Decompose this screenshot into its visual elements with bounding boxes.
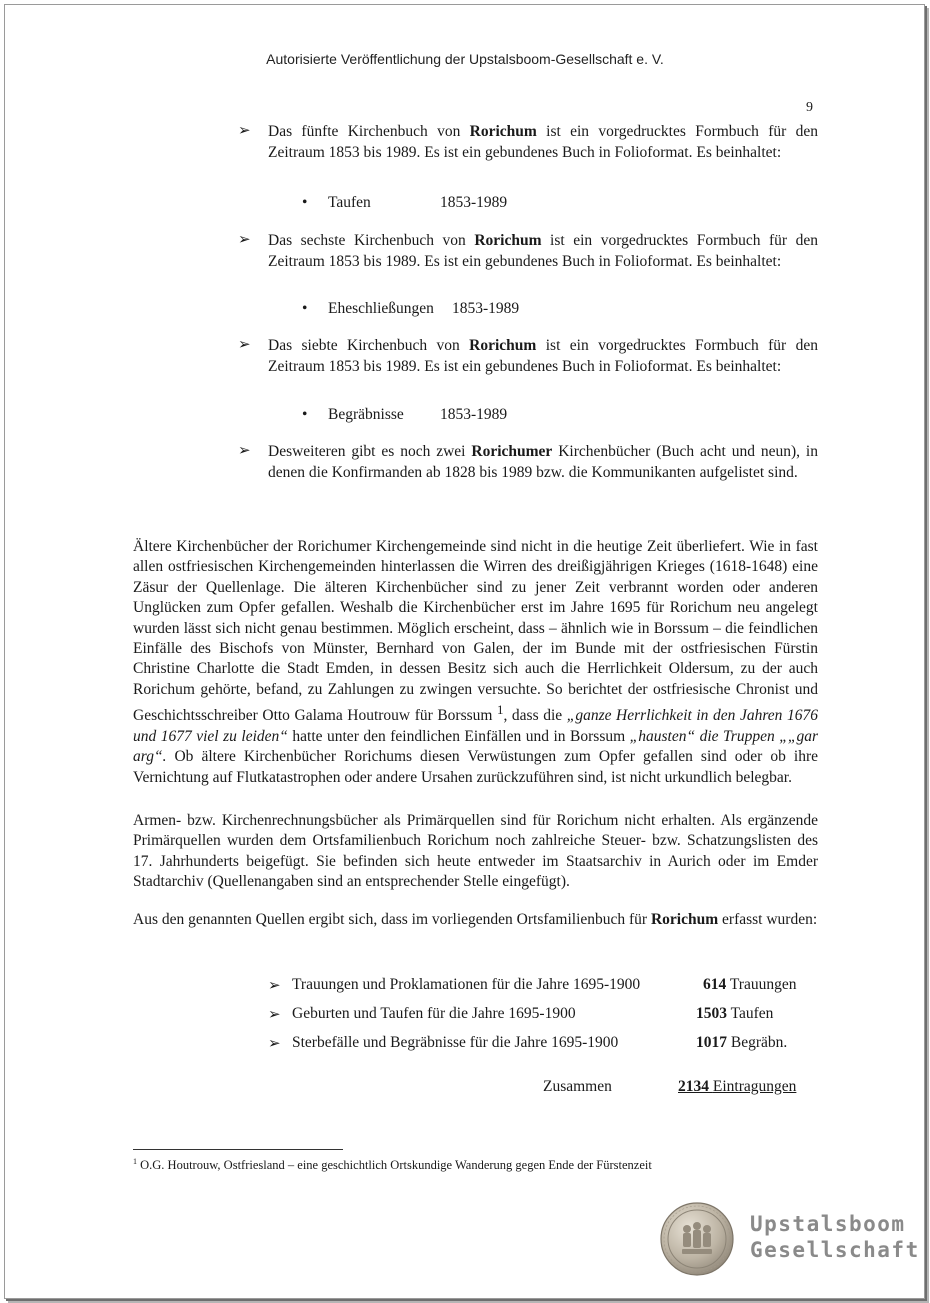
arrow-bullet-icon: ➢ [238, 335, 251, 353]
bullet-line [302, 300, 519, 318]
footnote-ref: 1 [497, 702, 504, 718]
summary-desc: Sterbefälle und Begräbnisse für die Jahre 1695-1900 [292, 1034, 619, 1051]
body-paragraph: Armen- bzw. Kirchenrechnungsbücher als Primärquellen sind für Rorichum nicht erhalten. Als ergänzende Primärquellen wurden dem Ortsfamilienbuch Rorichum noch zahlreiche Steuer- bzw. Schatzungslisten des 17. Jahrhunderts beigefügt. Sie befinden sich heute entweder im Staatsarchiv in Aurich oder im Emder Stadtarchiv (Quellenangaben sind an entsprechender Stelle eingefügt). [133, 812, 818, 891]
arrow-bullet-icon: ➢ [238, 121, 251, 139]
bullet-label: Begräbnisse [328, 406, 404, 423]
body-paragraph: Ältere Kirchenbücher der Rorichumer Kirchengemeinde sind nicht in die heutige Zeit überliefert. Wie in fast allen ostfriesischen Kirchengemeinden hinterlassen die Wirren des dreißigjährigen Krieges (1618-1648) eine Zäsur der Quellenlage. Die älteren Kirchenbücher sind zu jener Zeit verbrannt worden oder anderen Unglücken zum Opfer gefallen. Weshalb die Kirchenbücher erst im Jahre 1695 für Rorichum neu angelegt wurden lässt sich nicht genau bestimmen. Möglich erscheint, dass – ähnlich wie in Borssum – die feindlichen Einfälle des Bischofs von Münster, Bernhard von Galen, der im Bunde mit der ostfriesischen Fürstin Christine Charlotte die Stadt Emden, in dessen Besitz sich auch die Herrlichkeit Oldersum, zu der auch Rorichum gehörte, befand, zu Zahlungen zu zwingen versuchte. So berichtet der ostfriesische Chronist und Geschichtsschreiber Otto Galama Houtrouw für Borssum $^1$, dass die „ganze Herrlichkeit in den Jahren 1676 und 1677 viel zu leiden“ hatte unter den feindlichen Einfällen und in Borssum „hausten“ die Truppen „„gar arg“. Ob ältere Kirchenbücher Rorichums diesen Verwüstungen zum Opfer gefallen sind oder ob ihre Vernichtung auf Flutkatastrophen oder andere Ursahen zurückzuführen sind, ist nicht urkundlich belegbar. [133, 538, 818, 786]
list-item [238, 335, 818, 377]
summary-count: 1017 Begräbn. [696, 1034, 788, 1051]
bullet-dot-icon: • [302, 194, 308, 211]
footnote: $^1$ O.G. Houtrouw, Ostfriesland – eine geschichtlich Ortskundige Wanderung gegen Ende der Fürstenzeit [133, 1157, 652, 1173]
summary-row [268, 976, 828, 998]
arrow-bullet-icon: ➢ [238, 230, 251, 248]
arrow-bullet-icon: ➢ [268, 1034, 281, 1052]
bullet-value: 1853-1989 [440, 194, 508, 211]
bullet-dot-icon: • [302, 300, 308, 317]
bullet-label: Taufen [328, 194, 371, 211]
arrow-bullet-icon: ➢ [238, 441, 251, 459]
summary-row [268, 1034, 828, 1056]
body-paragraph: Aus den genannten Quellen ergibt sich, dass im vorliegenden Ortsfamilienbuch für Rorichum erfasst wurden: [133, 911, 818, 928]
bullet-value: 1853-1989 [440, 406, 508, 423]
bullet-value: 1853-1989 [452, 300, 520, 317]
arrow-bullet-icon: ➢ [268, 1005, 281, 1023]
summary-row [268, 1005, 828, 1027]
summary-count: 1503 Taufen [696, 1005, 774, 1022]
total-label: Zusammen [543, 1078, 612, 1095]
seal-logo-icon [660, 1202, 734, 1276]
list-item-text: Das fünfte Kirchenbuch von Rorichum ist ein vorgedrucktes Formbuch für den Zeitraum 1853 bis 1989. Es ist ein gebundenes Buch in Folioformat. Es beinhaltet: [268, 123, 818, 161]
footnote-divider [133, 1149, 343, 1150]
list-item-text: Das sechste Kirchenbuch von Rorichum ist ein vorgedrucktes Formbuch für den Zeitraum 1853 bis 1989. Es ist ein gebundenes Buch in Folioformat. Es beinhaltet: [268, 232, 818, 270]
logo-wordmark: Upstalsboom Gesellschaft [750, 1212, 920, 1262]
summary-desc: Trauungen und Proklamationen für die Jahre 1695-1900 [292, 976, 641, 993]
summary-desc: Geburten und Taufen für die Jahre 1695-1900 [292, 1005, 576, 1022]
list-item [238, 441, 818, 483]
bullet-dot-icon: • [302, 406, 308, 423]
bullet-line [302, 406, 507, 424]
arrow-bullet-icon: ➢ [268, 976, 281, 994]
list-item [238, 121, 818, 163]
list-item-text: Das siebte Kirchenbuch von Rorichum ist ein vorgedrucktes Formbuch für den Zeitraum 1853 bis 1989. Es ist ein gebundenes Buch in Folioformat. Es beinhaltet: [268, 337, 818, 375]
page-header: Autorisierte Veröffentlichung der Upstalsboom-Gesellschaft e. V. [266, 51, 664, 67]
list-item-text: Desweiteren gibt es noch zwei Rorichumer Kirchenbücher (Buch acht und neun), in denen die Konfirmanden ab 1828 bis 1989 bzw. die Kommunikanten aufgelistet sind. [268, 443, 818, 481]
bullet-line [302, 194, 507, 212]
total-value: 2134 Eintragungen [678, 1078, 797, 1095]
bullet-label: Eheschließungen [328, 300, 434, 317]
page-number: 9 [806, 100, 813, 115]
list-item [238, 230, 818, 272]
summary-count: 614 Trauungen [703, 976, 797, 993]
